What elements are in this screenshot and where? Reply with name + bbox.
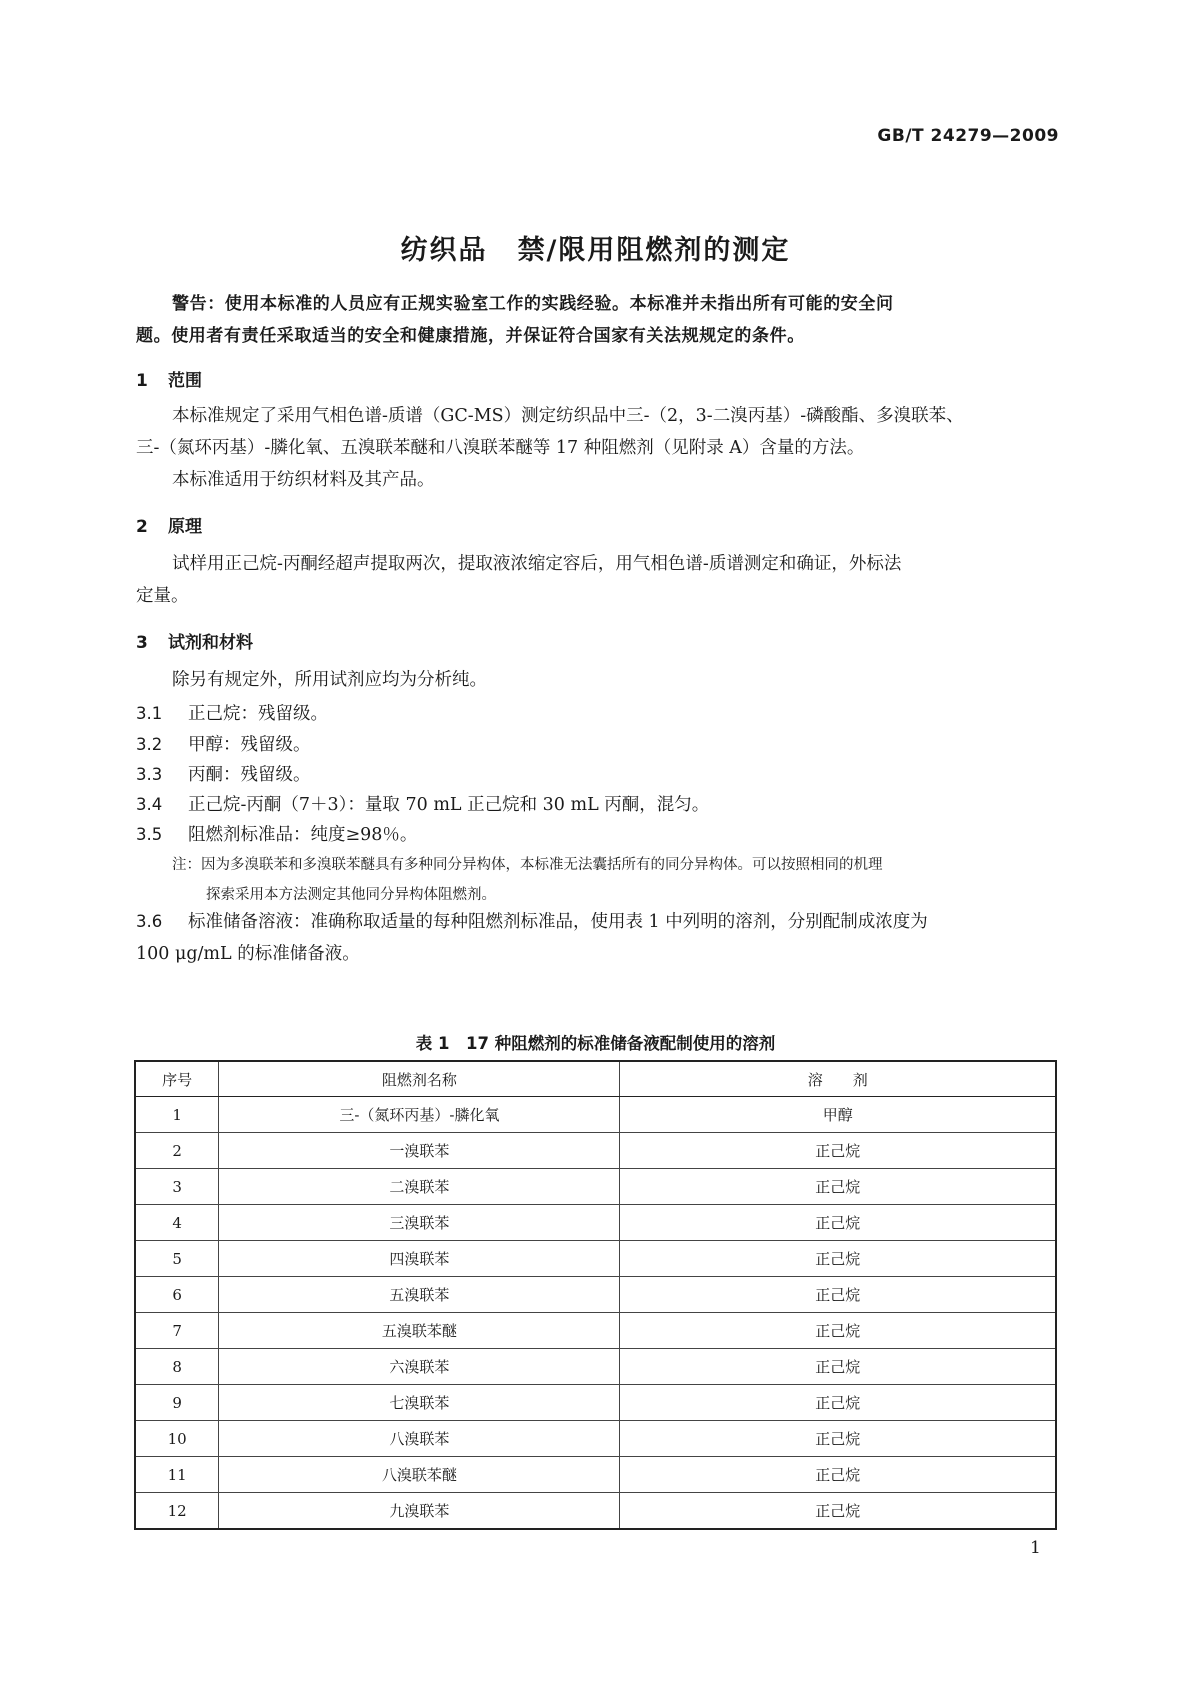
solvent-table [134,1060,1057,1530]
item-text: 阻燃剂标准品：纯度≥98％。 [188,825,418,845]
section-title: 原理 [168,517,202,537]
title-part2: 禁/限用阻燃剂的测定 [517,235,791,266]
cell-serial-number: 11 [135,1457,219,1493]
table-row [135,1313,1056,1349]
cell-flame-retardant-name: 九溴联苯 [219,1493,620,1530]
item-3-1 [136,700,328,725]
cell-flame-retardant-name: 五溴联苯醚 [219,1313,620,1349]
header-flame-retardant-name: 阻燃剂名称 [219,1061,620,1097]
item-3-6-line-1 [136,906,1057,938]
item-number: 3.2 [136,735,163,754]
table-row [135,1421,1056,1457]
note [172,850,1057,910]
table-row [135,1205,1056,1241]
cell-flame-retardant-name: 四溴联苯 [219,1241,620,1277]
cell-flame-retardant-name: 三-（氮环丙基）-膦化氧 [219,1097,620,1133]
cell-solvent: 正己烷 [620,1133,1056,1169]
header-serial-number: 序号 [135,1061,219,1097]
cell-flame-retardant-name: 一溴联苯 [219,1133,620,1169]
item-number: 3.1 [136,704,163,723]
section-number: 3 [136,633,148,653]
item-text: 正己烷：残留级。 [188,704,328,724]
page-number: 1 [1030,1538,1041,1558]
header-solvent: 溶 剂 [620,1061,1056,1097]
cell-solvent: 正己烷 [620,1169,1056,1205]
item-3-2 [136,731,311,756]
cell-solvent: 正己烷 [620,1241,1056,1277]
cell-flame-retardant-name: 三溴联苯 [219,1205,620,1241]
cell-serial-number: 8 [135,1349,219,1385]
document-title [0,228,1191,267]
section-number: 2 [136,517,148,537]
cell-solvent: 正己烷 [620,1349,1056,1385]
section-3-heading [136,628,253,653]
cell-serial-number: 5 [135,1241,219,1277]
paragraph-line: 定量。 [136,586,189,606]
paragraph-line: 除另有规定外，所用试剂应均为分析纯。 [172,670,487,690]
item-number: 3.6 [136,912,163,931]
item-3-4 [136,791,709,816]
cell-solvent: 正己烷 [620,1205,1056,1241]
cell-serial-number: 2 [135,1133,219,1169]
item-number: 3.5 [136,825,163,844]
cell-serial-number: 9 [135,1385,219,1421]
table-row [135,1349,1056,1385]
cell-serial-number: 1 [135,1097,219,1133]
item-3-6 [136,906,1057,970]
cell-solvent: 甲醇 [620,1097,1056,1133]
note-line-1: 注：因为多溴联苯和多溴联苯醚具有多种同分异构体，本标准无法囊括所有的同分异构体。可以按照相同的机理 [172,857,883,873]
cell-solvent: 正己烷 [620,1457,1056,1493]
cell-flame-retardant-name: 五溴联苯 [219,1277,620,1313]
section-title: 范围 [168,371,202,391]
section-3-intro [136,664,1057,696]
paragraph-line: 三-（氮环丙基）-膦化氧、五溴联苯醚和八溴联苯醚等 17 种阻燃剂（见附录 A）含量的方法。 [136,438,865,458]
table-header-row [135,1061,1056,1097]
paragraph-line: 本标准适用于纺织材料及其产品。 [172,470,435,490]
table-body [135,1097,1056,1530]
cell-solvent: 正己烷 [620,1313,1056,1349]
cell-flame-retardant-name: 六溴联苯 [219,1349,620,1385]
item-number: 3.4 [136,795,163,814]
item-3-3 [136,761,311,786]
title-part1: 纺织品 [400,235,488,266]
section-2-paragraph [136,548,1057,612]
table-row [135,1493,1056,1530]
warning-line-1: 警告：使用本标准的人员应有正规实验室工作的实践经验。本标准并未指出所有可能的安全问 [172,294,894,314]
table-row [135,1133,1056,1169]
warning-line-2: 题。使用者有责任采取适当的安全和健康措施，并保证符合国家有关法规规定的条件。 [136,326,805,346]
cell-flame-retardant-name: 二溴联苯 [219,1169,620,1205]
cell-serial-number: 4 [135,1205,219,1241]
cell-serial-number: 6 [135,1277,219,1313]
section-1-paragraph-1 [136,400,1057,464]
table-row [135,1385,1056,1421]
item-3-6-line-2: 100 μg/mL 的标准储备液。 [136,944,360,964]
section-1-heading [136,366,202,391]
warning-paragraph [136,288,1057,352]
paragraph-line: 本标准规定了采用气相色谱-质谱（GC-MS）测定纺织品中三-（2，3-二溴丙基）-磷酸酯、多溴联苯、 [172,406,964,426]
cell-serial-number: 10 [135,1421,219,1457]
table-row [135,1241,1056,1277]
section-1-paragraph-2 [136,464,1057,496]
cell-solvent: 正己烷 [620,1493,1056,1530]
item-text: 丙酮：残留级。 [188,765,311,785]
item-text: 正己烷-丙酮（7＋3）：量取 70 mL 正己烷和 30 mL 丙酮，混匀。 [188,795,710,815]
cell-flame-retardant-name: 八溴联苯醚 [219,1457,620,1493]
paragraph-line: 试样用正己烷-丙酮经超声提取两次，提取液浓缩定容后，用气相色谱-质谱测定和确证，外标法 [172,554,902,574]
item-3-5 [136,821,417,846]
cell-serial-number: 7 [135,1313,219,1349]
table-row [135,1457,1056,1493]
cell-flame-retardant-name: 八溴联苯 [219,1421,620,1457]
item-text: 甲醇：残留级。 [188,735,311,755]
cell-serial-number: 12 [135,1493,219,1530]
section-2-heading [136,512,202,537]
cell-solvent: 正己烷 [620,1385,1056,1421]
table-row [135,1097,1056,1133]
item-number: 3.3 [136,765,163,784]
table-row [135,1169,1056,1205]
cell-flame-retardant-name: 七溴联苯 [219,1385,620,1421]
table-row [135,1277,1056,1313]
section-title: 试剂和材料 [168,633,253,653]
note-line-2: 探索采用本方法测定其他同分异构体阻燃剂。 [206,887,496,903]
cell-solvent: 正己烷 [620,1277,1056,1313]
standard-number: GB/T 24279—2009 [877,126,1059,146]
section-number: 1 [136,371,148,391]
item-text: 标准储备溶液：准确称取适量的每种阻燃剂标准品，使用表 1 中列明的溶剂，分别配制成浓度为 [188,912,928,932]
cell-serial-number: 3 [135,1169,219,1205]
table-caption: 表 1 17 种阻燃剂的标准储备液配制使用的溶剂 [415,1034,776,1053]
cell-solvent: 正己烷 [620,1421,1056,1457]
